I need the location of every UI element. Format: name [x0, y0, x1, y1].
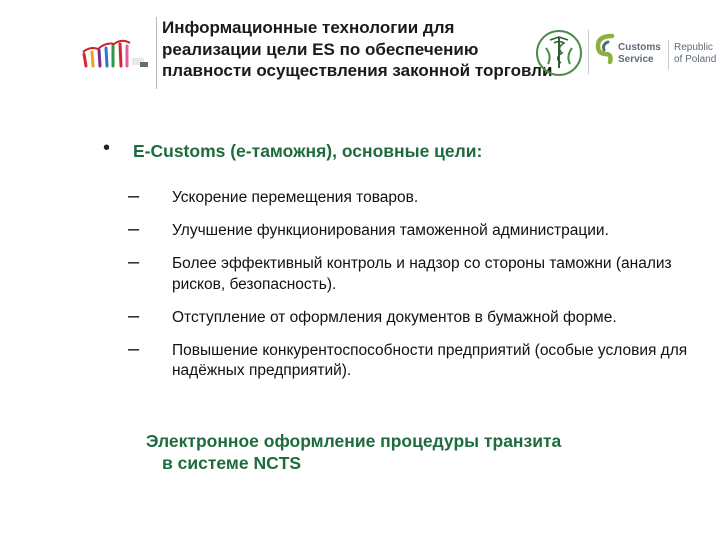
main-heading: E-Customs (e-таможня), основные цели:	[133, 141, 483, 161]
ncts-heading	[146, 430, 561, 474]
title-line: плавности осуществления законной торговли	[162, 61, 553, 80]
list-item	[126, 304, 716, 329]
customs-service-label	[618, 42, 661, 66]
customs-service-swoosh-icon	[592, 32, 616, 68]
republic-line: Republic	[674, 42, 713, 53]
logo-divider	[668, 40, 669, 70]
list-item-text: Ускорение перемещения товаров.	[172, 189, 419, 206]
list-item	[126, 185, 716, 209]
list-item	[126, 251, 716, 295]
list-item-text: Повышение конкурентоспособности предприятий (особые условия для надёжных предприятий).	[172, 341, 688, 379]
ncts-heading-line: в системе NCTS	[162, 453, 302, 473]
customs-line: Customs	[618, 42, 661, 53]
list-item	[126, 337, 716, 382]
list-item-text: Улучшение функционирования таможенной администрации.	[172, 222, 609, 239]
goals-list	[126, 185, 716, 394]
list-item-text: Более эффективный контроль и надзор со стороны таможни (анализ рисков, безопасность).	[172, 255, 672, 293]
list-item-text: Отступление от оформления документов в бумажной форме.	[172, 308, 617, 326]
bullet-icon: •	[103, 137, 111, 159]
service-line: Service	[618, 54, 654, 65]
dash-icon: –	[128, 218, 140, 240]
dash-icon: –	[128, 185, 140, 207]
dash-icon: –	[128, 337, 140, 360]
list-item	[126, 218, 716, 242]
republic-of-poland-label	[674, 42, 716, 66]
caduceus-emblem-icon	[534, 28, 584, 78]
poland-line: of Poland	[674, 54, 717, 65]
dash-icon: –	[128, 304, 140, 327]
header-divider	[156, 17, 157, 89]
logo-divider	[588, 30, 589, 74]
title-line: реализации цели ES по обеспечению	[162, 39, 479, 59]
presidency-logo-icon	[80, 36, 152, 76]
ncts-heading-line: Электронное оформление процедуры транзита	[146, 431, 562, 451]
dash-icon: –	[128, 251, 140, 273]
title-line: Информационные технологии для	[162, 18, 455, 37]
